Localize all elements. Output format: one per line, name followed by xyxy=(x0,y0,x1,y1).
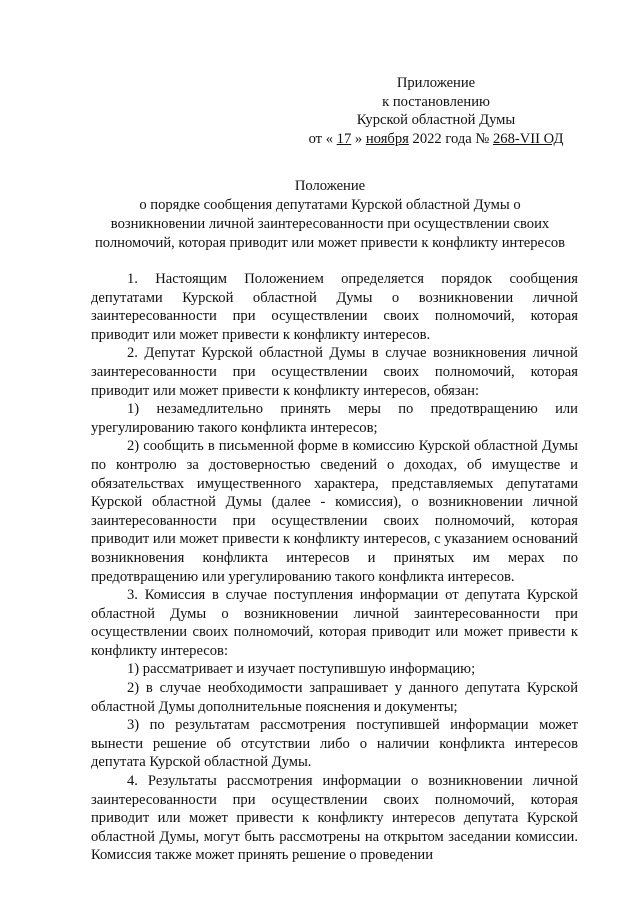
date-day: 17 xyxy=(336,130,352,147)
appendix-line-2: к постановлению xyxy=(382,93,490,110)
date-separator: » xyxy=(354,130,363,147)
appendix-line-1: Приложение xyxy=(396,75,476,91)
paragraph-3-item-3: 3) по результатам рассмотрения поступившей информации может вынести решение об отсутствии либо о наличии конфликта интересов депутата Курской областной Думы. xyxy=(91,717,578,771)
appendix-line-3: Курской областной Думы xyxy=(356,112,516,128)
title-line-1: Положение xyxy=(294,178,366,194)
appendix-date-line xyxy=(300,130,572,149)
paragraph-3: 3. Комиссия в случае поступления информации от депутата Курской областной Думы о возникновении личной заинтересованности при осуществлении своих полномочий, которая приводит или может привести к конфликту интересов: xyxy=(91,587,578,659)
title-line-3: возникновении личной заинтересованности при осуществлении своих xyxy=(110,216,550,232)
appendix-header xyxy=(300,74,572,148)
document-body xyxy=(91,270,578,865)
date-month: ноября xyxy=(365,130,409,147)
resolution-number: 268-VII ОД xyxy=(492,130,564,147)
paragraph-2-item-1: 1) незамедлительно принять меры по предотвращению или урегулированию такого конфликта интересов; xyxy=(91,401,578,436)
paragraph-2: 2. Депутат Курской областной Думы в случае возникновения личной заинтересованности при осуществлении своих полномочий, которая приводит или может привести к конфликту интересов, обязан: xyxy=(91,345,578,399)
date-prefix: от « xyxy=(308,130,334,147)
paragraph-2-item-2: 2) сообщить в письменной форме в комиссию Курской областной Думы по контролю за достоверностью сведений о доходах, об имуществе и обязательствах имущественного характера, представляемых депутатами Курской областной Думы (далее - комиссия), о возникновении личной заинтересованности при осуществлении своих полномочий, которая приводит или может привести к конфликту интересов, с указанием оснований возникновения конфликта интересов и принятых им мерах по предотвращению или урегулированию такого конфликта интересов. xyxy=(91,438,578,585)
paragraph-3-item-2: 2) в случае необходимости запрашивает у данного депутата Курской областной Думы дополнительные пояснения и документы; xyxy=(91,680,578,715)
paragraph-3-item-1: 1) рассматривает и изучает поступившую информацию; xyxy=(127,661,476,678)
date-year: 2022 года № xyxy=(412,130,490,147)
regulation-title xyxy=(80,177,580,253)
paragraph-4: 4. Результаты рассмотрения информации о возникновении личной заинтересованности при осуществлении своих полномочий, которая приводит или может привести к конфликту интересов депутата Курской областной Думы, могут быть рассмотрены на открытом заседании комиссии. Комиссия также может принять решение о проведении xyxy=(91,773,578,864)
title-line-4: полномочий, которая приводит или может привести к конфликту интересов xyxy=(94,235,566,251)
paragraph-1: 1. Настоящим Положением определяется порядок сообщения депутатами Курской областной Думы о возникновении личной заинтересованности при осуществлении своих полномочий, которая приводит или может привести к конфликту интересов. xyxy=(91,271,578,343)
title-line-2: о порядке сообщения депутатами Курской областной Думы о xyxy=(139,197,521,213)
